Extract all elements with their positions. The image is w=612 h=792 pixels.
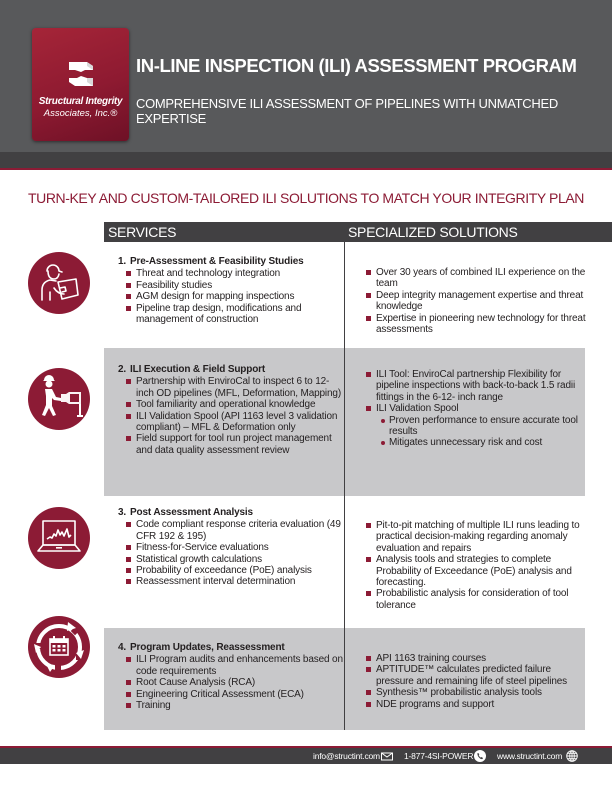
list-item: Reassessment interval determination [126,576,346,587]
phone-icon [474,750,486,762]
list-item: ILI Tool: EnviroCal partnership Flexibility for pipeline inspections with back-to-back 1.5 radii fittings in the 6-12- inch range [366,369,588,403]
sub-list-item: Proven performance to ensure accurate tool results [380,415,588,438]
table-header [104,222,612,242]
services-cell [118,507,346,588]
sub-list-item: Mitigates unnecessary risk and cost [380,437,588,448]
services-list [126,654,346,711]
solutions-list [366,520,588,611]
footer-email-link[interactable]: info@structint.com [313,751,380,761]
list-item: Probability of exceedance (PoE) analysis [126,565,346,576]
solutions-cell [366,520,588,611]
service-heading: 4. Program Updates, Reassessment [118,642,285,653]
solutions-list [366,653,588,710]
sub-list [380,415,588,449]
i-beam-logo-icon [65,58,97,90]
list-item: ILI Program audits and enhancements based on code requirements [126,654,346,677]
list-item: Deep integrity management expertise and threat knowledge [366,290,588,313]
services-list [126,268,346,325]
list-item: Engineering Critical Assessment (ECA) [126,689,346,700]
header-divider [0,168,612,170]
column-header-solutions: SPECIALIZED SOLUTIONS [348,224,518,240]
solutions-cell [366,653,588,710]
solutions-list [366,267,588,335]
services-cell [118,256,346,325]
service-heading: 3. Post Assessment Analysis [118,507,253,518]
list-item: Code compliant response criteria evaluation (49 CFR 192 & 195) [126,519,346,542]
solutions-cell [366,369,588,449]
list-item: ILI Validation Spool Proven performance to ensure accurate tool results Mitigates unnecessary risk and cost [366,403,588,449]
column-divider [344,242,345,730]
list-item: Pipeline trap design, modifications and management of construction [126,303,346,326]
list-item: Fitness-for-Service evaluations [126,542,346,553]
list-item: Threat and technology integration [126,268,346,279]
services-list [126,519,346,587]
column-header-services: SERVICES [108,224,177,240]
logo-company-name: Structural Integrity [38,96,123,107]
solutions-cell [366,267,588,335]
service-heading: 2. ILI Execution & Field Support [118,364,266,375]
calendar-cycle-icon [28,616,90,678]
list-item: ILI Validation Spool (API 1163 level 3 validation compliant) – MFL & Deformation only [126,411,346,434]
list-item: AGM design for mapping inspections [126,291,346,302]
header-banner [0,0,612,152]
list-item: Analysis tools and strategies to complete Probability of Exceedance (PoE) analysis and forecasting. [366,554,588,588]
services-list [126,376,346,456]
list-item: Synthesis™ probabilistic analysis tools [366,687,588,698]
list-item: API 1163 training courses [366,653,588,664]
globe-icon [566,750,578,762]
services-cell [118,642,346,711]
footer-bar [0,748,612,764]
page-title: IN-LINE INSPECTION (ILI) ASSESSMENT PROGRAM [136,55,577,76]
list-item: Statistical growth calculations [126,554,346,565]
list-item: Expertise in pioneering new technology for threat assessments [366,313,588,336]
footer-website-link[interactable]: www.structint.com [497,751,563,761]
list-item: Root Cause Analysis (RCA) [126,677,346,688]
list-item: Training [126,700,346,711]
page-subtitle: COMPREHENSIVE ILI ASSESSMENT OF PIPELINES WITH UNMATCHED EXPERTISE [136,96,558,126]
service-heading: 1. Pre-Assessment & Feasibility Studies [118,256,304,267]
solutions-list [366,369,588,449]
list-item: Over 30 years of combined ILI experience on the team [366,267,588,290]
list-item: NDE programs and support [366,699,588,710]
list-item: APTITUDE™ calculates predicted failure pressure and remaining life of steel pipelines [366,664,588,687]
list-item: Field support for tool run project management and data quality assessment review [126,433,346,456]
services-cell [118,364,346,456]
list-item: Partnership with EnviroCal to inspect 6 to 12-inch OD pipelines (MFL, Deformation, Mapping) [126,376,346,399]
tagline: TURN-KEY AND CUSTOM-TAILORED ILI SOLUTIONS TO MATCH YOUR INTEGRITY PLAN [27,190,585,206]
list-item: Probabilistic analysis for consideration of tool tolerance [366,588,588,611]
logo-company-suffix: Associates, Inc.® [43,108,118,119]
list-item: Pit-to-pit matching of multiple ILI runs leading to practical decision-making regarding anomaly evaluation and repairs [366,520,588,554]
laptop-chart-icon [28,507,90,569]
worker-pipe-tool-icon [28,368,90,430]
company-logo [32,28,129,141]
header-band [0,152,612,168]
list-item: Feasibility studies [126,280,346,291]
list-item: Tool familiarity and operational knowledge [126,399,346,410]
footer-phone-link[interactable]: 1-877-4SI-POWER [404,751,474,761]
engineer-reviewing-plans-icon [28,252,90,314]
envelope-icon [381,750,393,762]
